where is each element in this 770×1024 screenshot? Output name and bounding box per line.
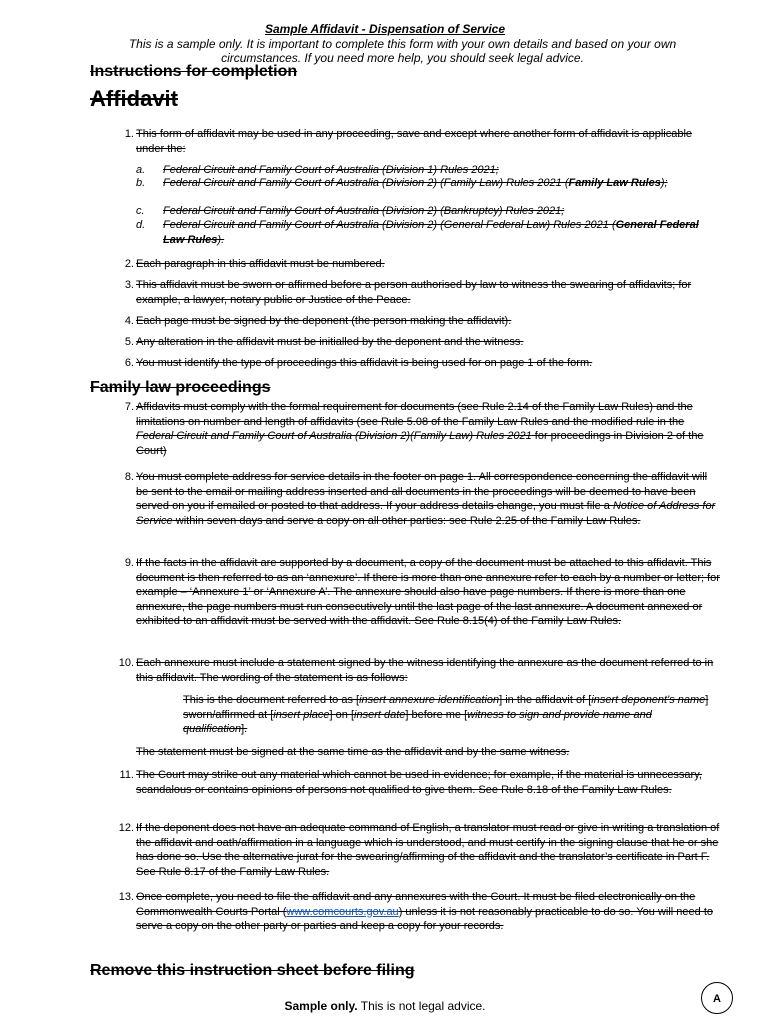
statement-text: ] in the affidavit of [ xyxy=(499,694,592,706)
item-text: This affidavit must be sworn or affirmed before a person authorised by law to witness the swearing of affidavits; for example, a lawyer, notary public or Justice of the Peace. xyxy=(136,279,692,306)
annexure-a-badge: A xyxy=(701,982,733,1014)
footer-bold: Sample only. xyxy=(284,999,358,1013)
instruction-1d xyxy=(136,218,720,247)
instruction-4 xyxy=(108,314,720,329)
item-text: The Court may strike out any material which cannot be used in evidence; for example, if the material is unnecessary, scandalous or contains opinions of persons not qualified to give them. See Rule 8.18 of the Family Law Rules. xyxy=(136,769,702,796)
sub-letter: c. xyxy=(136,205,145,217)
instruction-1b xyxy=(136,176,720,191)
item-text-tail: ) unless it is not reasonably practicable to do so. You will need to serve a copy on the other party or parties and keep a copy for your records. xyxy=(136,905,713,932)
item-number: 9. xyxy=(124,557,134,569)
sub-letter: a. xyxy=(136,164,146,176)
item-number: 10. xyxy=(118,657,134,669)
placeholder-date: insert date xyxy=(354,708,406,721)
instruction-3 xyxy=(108,278,720,307)
instruction-9 xyxy=(108,556,720,629)
item-number: 13. xyxy=(118,891,134,903)
item-text: If the facts in the affidavit are supported by a document, a copy of the document must be attached to this affidavit. This document is then referred to as an ‘annexure’. If there is more than one annexure refer to each by a number or letter; for example – ‘Annexure 1’ or ‘Annexure A’. The annexure should also have page numbers. If there is more than one annexure, the page numbers must run consecutively until the last page of the last annexure. A document annexed or exhibited to an affidavit must be served with the affidavit. See Rule 8.15(4) of the Family Law Rules. xyxy=(136,557,720,627)
item-number: 6. xyxy=(124,357,134,369)
sub-text-tail: ); xyxy=(660,177,668,189)
instruction-6 xyxy=(108,356,720,371)
sub-text: Federal Circuit and Family Court of Australia (Division 2) (General Federal Law) Rules 2021 ( xyxy=(163,219,616,231)
comcourts-link[interactable]: www.comcourts.gov.au xyxy=(286,905,399,918)
statement-text: ] sworn/affirmed at [ xyxy=(183,694,709,721)
form-name: Notice of Address for Service xyxy=(136,500,716,527)
defined-term: Family Law Rules xyxy=(568,177,661,189)
item-text: This form of affidavit may be used in any proceeding, save and except where another form of affidavit is applicable under the: xyxy=(136,128,693,155)
instruction-11 xyxy=(108,768,720,797)
item-number: 8. xyxy=(124,471,134,483)
sub-text: Federal Circuit and Family Court of Australia (Division 2) (Family Law) Rules 2021 ( xyxy=(163,177,569,189)
placeholder-witness: witness to sign and provide name and qualification xyxy=(183,708,652,735)
item-text-tail: within seven days and serve a copy on all other parties: see Rule 2.25 of the Family Law Rules. xyxy=(172,514,641,527)
item-number: 4. xyxy=(124,315,134,327)
item-text: Each annexure must include a statement signed by the witness identifying the annexure as the document referred to in this affidavit. The wording of the statement is as follows: xyxy=(136,657,714,684)
item-text: You must complete address for service details in the footer on page 1. All correspondence concerning the affidavit will be sent to the email or mailing address inserted and all documents in the proceedings will be deemed to have been served on you if emailed or posted to that address. If your address details change, you must file a xyxy=(136,471,708,512)
annexure-statement xyxy=(183,693,713,737)
instruction-7 xyxy=(108,400,720,458)
statement-text: This is the document referred to as [ xyxy=(183,694,360,706)
item-text: Any alteration in the affidavit must be initialled by the deponent and the witness. xyxy=(136,336,524,348)
item-number: 1. xyxy=(124,128,134,140)
rule-citation: Federal Circuit and Family Court of Australia (Division 2)(Family Law) Rules 2021 xyxy=(136,430,532,442)
sub-text-tail: ). xyxy=(217,233,225,246)
instruction-10 xyxy=(108,656,720,685)
instruction-5 xyxy=(108,335,720,350)
instruction-10-note xyxy=(108,745,720,760)
item-text: If the deponent does not have an adequate command of English, a translator must read or give in writing a translation of the affidavit and oath/affirmation in a language which is understood, and must certify in the signing clause that he or she has done so. Use the alternative jurat for the swearing/affirming of the affidavit and the translator’s certificate in Part F. See Rule 8.17 of the Family Law Rules. xyxy=(136,822,720,878)
placeholder-deponent-name: insert deponent's name xyxy=(591,694,706,706)
document-title: Sample Affidavit - Dispensation of Service xyxy=(264,22,506,36)
instruction-12 xyxy=(108,821,720,879)
item-text: Once complete, you need to file the affidavit and any annexures with the Court. It must be filed electronically on the Commonwealth Courts Portal ( xyxy=(136,891,696,918)
item-text: Each page must be signed by the deponent (the person making the affidavit). xyxy=(136,315,512,327)
item-number: 7. xyxy=(124,401,134,413)
sub-text: Federal Circuit and Family Court of Australia (Division 2) (Bankruptcy) Rules 2021; xyxy=(163,205,565,217)
sub-text: Federal Circuit and Family Court of Australia (Division 1) Rules 2021; xyxy=(163,164,499,176)
item-text: Each paragraph in this affidavit must be numbered. xyxy=(136,258,385,270)
item-text-tail: for proceedings in Division 2 of the Court) xyxy=(136,430,704,457)
item-number: 11. xyxy=(119,769,134,781)
instruction-1 xyxy=(108,127,720,156)
sub-letter: b. xyxy=(136,177,146,189)
family-law-heading: Family law proceedings xyxy=(90,379,271,396)
item-text: Affidavits must comply with the formal requirement for documents (see Rule 2.14 of the Family Law Rules) and the limitations on number and length of affidavits (see Rule 5.08 of the Family Law Rules and the modified rule in the xyxy=(136,401,693,428)
placeholder-place: insert place xyxy=(273,708,330,721)
instructions-heading: Instructions for completion xyxy=(90,63,298,80)
instruction-2 xyxy=(108,257,720,272)
instruction-8 xyxy=(108,470,720,528)
defined-term: General Federal Law Rules xyxy=(163,219,699,246)
item-number: 2. xyxy=(124,258,134,270)
item-number: 5. xyxy=(124,336,134,348)
item-text: You must identify the type of proceedings this affidavit is being used for on page 1 of the form. xyxy=(136,357,593,369)
footer-disclaimer xyxy=(0,999,770,1014)
item-number: 3. xyxy=(124,279,134,291)
statement-text: ] on [ xyxy=(329,708,355,721)
statement-text: ] before me [ xyxy=(405,708,468,721)
item-text: The statement must be signed at the same time as the affidavit and by the same witness. xyxy=(136,746,570,758)
affidavit-heading: Affidavit xyxy=(90,86,178,111)
instruction-1c xyxy=(136,204,720,219)
sample-disclaimer: This is a sample only. It is important to complete this form with your own details and based on your own circumstances. If you need more help, you should seek legal advice. xyxy=(128,37,677,65)
instruction-13 xyxy=(108,890,720,934)
item-number: 12. xyxy=(118,822,134,834)
remove-sheet-heading: Remove this instruction sheet before filing xyxy=(90,962,415,979)
sub-letter: d. xyxy=(136,219,146,231)
footer-text: This is not legal advice. xyxy=(357,999,486,1013)
placeholder-annexure-id: insert annexure identification xyxy=(359,694,500,706)
statement-text: ]. xyxy=(241,723,248,735)
